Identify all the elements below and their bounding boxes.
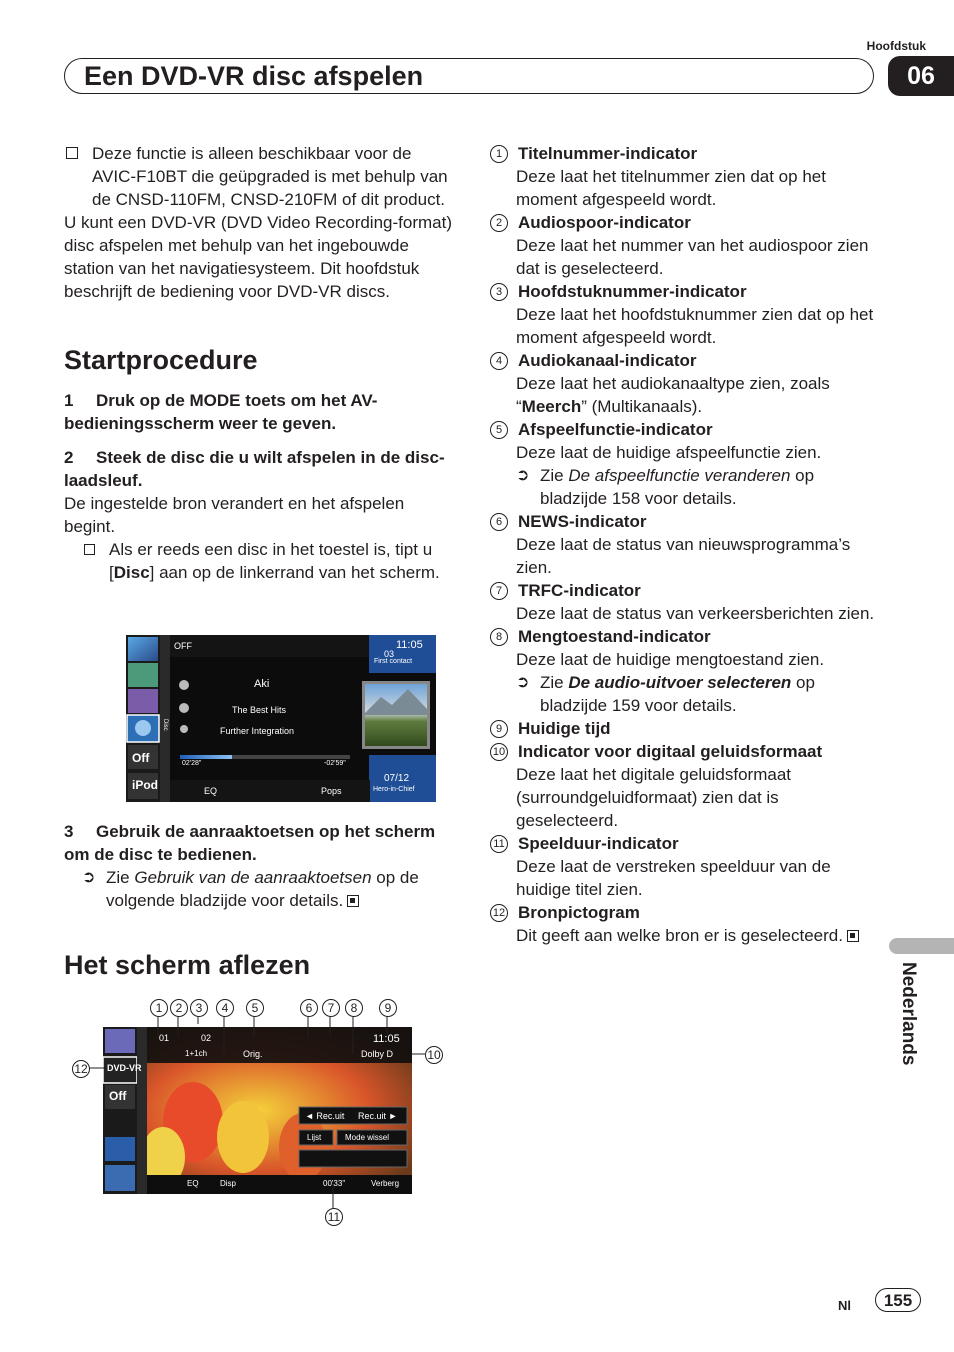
rec-off-right-button[interactable]: Rec.uit ►: [358, 1111, 398, 1121]
item-number: 8: [490, 628, 508, 646]
item-title: Speelduur-indicator: [518, 834, 679, 853]
end-mark-icon: [347, 895, 359, 907]
callout-1: 1: [150, 999, 168, 1017]
mode-switch-button[interactable]: Mode wissel: [345, 1133, 390, 1142]
item-title: Titelnummer-indicator: [518, 144, 698, 163]
item-title: Afspeelfunctie-indicator: [518, 420, 713, 439]
step-2: [64, 446, 452, 492]
off-indicator: OFF: [174, 641, 192, 651]
legend-item-5: [488, 418, 884, 510]
intro-paragraph: U kunt een DVD-VR (DVD Video Recording-format) disc afspelen met behulp van het ingebouwde station van het navigatiesysteem. Dit hoofdstuk beschrijft de bediening voor DVD-VR discs.: [64, 213, 452, 301]
legend-item-12: [488, 901, 884, 947]
note-box-icon: [84, 544, 95, 555]
list-button[interactable]: Lijst: [307, 1133, 322, 1142]
item-body: Deze laat de huidige mengtoestand zien.: [516, 650, 825, 669]
item-body: Deze laat het nummer van het audiospoor zien dat is geselecteerd.: [516, 236, 869, 278]
track-name: Further Integration: [220, 726, 295, 736]
item-body: Deze laat de huidige afspeelfunctie zien.: [516, 443, 822, 462]
eq-button[interactable]: EQ: [187, 1179, 199, 1188]
item-title: Audiokanaal-indicator: [518, 351, 697, 370]
arrow-icon: ➲: [82, 869, 96, 886]
step-3-block: [64, 820, 452, 982]
disp-button[interactable]: Disp: [220, 1179, 237, 1188]
step-text: Gebruik de aanraaktoetsen op het scherm om de disc te bedienen.: [64, 822, 436, 864]
item-number: 11: [490, 835, 508, 853]
legend-item-7: [488, 579, 884, 625]
item-body: Dit geeft aan welke bron er is geselecteerd.: [488, 924, 884, 947]
callout-8: 8: [345, 999, 363, 1017]
item-number: 9: [490, 720, 508, 738]
item-number: 4: [490, 352, 508, 370]
callout-leader-lines: [80, 1014, 440, 1210]
step-number: 2: [64, 448, 74, 467]
item-title: Mengtoestand-indicator: [518, 627, 711, 646]
callout-7: 7: [322, 999, 340, 1017]
chapter-number: 02: [201, 1033, 212, 1043]
right-column: [488, 142, 884, 947]
legend-item-10: [488, 740, 884, 832]
section-title-startprocedure: Startprocedure: [64, 345, 258, 375]
callout-5: 5: [246, 999, 264, 1017]
item-body: Deze laat de verstreken speelduur van de huidige titel zien.: [516, 857, 831, 899]
source-tab-off[interactable]: Off: [109, 1089, 127, 1103]
clock: 11:05: [373, 1033, 400, 1045]
arrow-icon: ➲: [516, 467, 530, 484]
step-number: 1: [64, 391, 74, 410]
item-number: 12: [490, 904, 508, 922]
next-track-name: Hero-in-Chief: [373, 786, 415, 793]
callout-11: 11: [325, 1208, 343, 1226]
item-number: 1: [490, 145, 508, 163]
step-3: [64, 820, 452, 866]
legend-item-11: [488, 832, 884, 901]
elapsed-time: 02'28": [182, 760, 202, 767]
arrow-icon: ➲: [516, 674, 530, 691]
left-column: [64, 142, 452, 584]
track-count: 07/12: [384, 773, 410, 784]
item-title: NEWS-indicator: [518, 512, 647, 531]
item-number: 3: [490, 283, 508, 301]
legend-item-4: [488, 349, 884, 418]
clock: 11:05: [396, 639, 423, 651]
item-body: Deze laat het digitale geluidsformaat (surroundgeluidformaat) zien dat is geselecteerd.: [516, 765, 791, 830]
legend-item-9: [488, 717, 884, 740]
page-number: 155: [875, 1288, 921, 1312]
item-number: 2: [490, 214, 508, 232]
item-number: 5: [490, 421, 508, 439]
step-text: Druk op de MODE toets om het AV-bedieningsscherm weer te geven.: [64, 391, 378, 433]
callout-3: 3: [190, 999, 208, 1017]
step-2-body: De ingestelde bron verandert en het afspelen begint.: [64, 494, 405, 536]
item-title: TRFC-indicator: [518, 581, 641, 600]
chapter-label: Hoofdstuk: [866, 39, 926, 53]
item-title: Audiospoor-indicator: [518, 213, 691, 232]
remaining-time: -02'59": [324, 760, 346, 767]
dolby-indicator: Dolby D: [361, 1049, 394, 1059]
step-1: [64, 389, 452, 435]
end-mark-icon: [847, 930, 859, 942]
audio-channel: 1+1ch: [185, 1049, 208, 1058]
language-tab: [889, 938, 954, 954]
source-icon-dvdvr[interactable]: DVD-VR: [107, 1063, 142, 1073]
note-text: Als er reeds een disc in het toestel is, tipt u [Disc] aan op de linkerrand van het scherm.: [109, 540, 440, 582]
av-screen-illustration-1: [126, 635, 436, 802]
step-2-note: [82, 538, 452, 584]
playback-function: Orig.: [243, 1049, 263, 1059]
item-number: 6: [490, 513, 508, 531]
source-tab-disc[interactable]: Disc: [162, 719, 168, 731]
language-label: Nederlands: [898, 962, 919, 1066]
item-title: Hoofdstuknummer-indicator: [518, 282, 747, 301]
rec-off-left-button[interactable]: ◄ Rec.uit: [305, 1111, 345, 1121]
item-body: Deze laat de status van verkeersberichten zien.: [516, 604, 875, 623]
callout-9: 9: [379, 999, 397, 1017]
item-title: Huidige tijd: [518, 719, 611, 738]
note-text: Deze functie is alleen beschikbaar voor de AVIC-F10BT die geüpgraded is met behulp van de CNSD-110FM, CNSD-210FM of dit product.: [92, 144, 448, 209]
pops-button[interactable]: Pops: [321, 786, 342, 796]
album-name: The Best Hits: [232, 705, 287, 715]
eq-button[interactable]: EQ: [204, 786, 218, 796]
note-availability: [64, 142, 452, 211]
artist-name: Aki: [254, 678, 270, 690]
item-title: Indicator voor digitaal geluidsformaat: [518, 742, 823, 761]
item-number: 7: [490, 582, 508, 600]
legend-item-6: [488, 510, 884, 579]
step-text: Steek de disc die u wilt afspelen in de disc-laadsleuf.: [64, 448, 445, 490]
step-number: 3: [64, 822, 74, 841]
callout-10: 10: [425, 1046, 443, 1064]
source-tab-ipod[interactable]: iPod: [132, 778, 158, 792]
legend-item-8: [488, 625, 884, 717]
legend-item-1: [488, 142, 884, 211]
title-number: 03: [384, 649, 395, 659]
item-number: 10: [490, 743, 508, 761]
first-contact-label: First contact: [374, 658, 413, 665]
note-box-icon: [66, 147, 78, 159]
legend-item-3: [488, 280, 884, 349]
source-tab-off[interactable]: Off: [132, 751, 150, 765]
hide-button[interactable]: Verberg: [371, 1179, 400, 1188]
page-title: Een DVD-VR disc afspelen: [84, 61, 424, 91]
title-number: 01: [159, 1033, 170, 1043]
item-reference: ➲ Zie De audio-uitvoer selecteren op bladzijde 159 voor details.: [516, 673, 815, 715]
item-body: Deze laat de status van nieuwsprogramma’s zien.: [516, 535, 851, 577]
elapsed-time: 00'33": [323, 1179, 346, 1188]
item-reference: ➲ Zie De afspeelfunctie veranderen op bladzijde 158 voor details.: [516, 466, 815, 508]
callout-6: 6: [300, 999, 318, 1017]
item-title: Bronpictogram: [518, 903, 640, 922]
legend-item-2: [488, 211, 884, 280]
step-3-reference: ➲ Zie Gebruik van de aanraaktoetsen op de volgende bladzijde voor details.: [82, 868, 419, 910]
callout-2: 2: [170, 999, 188, 1017]
item-body: Deze laat het audiokanaaltype zien, zoals “Meerch” (Multikanaals).: [516, 374, 830, 416]
item-body: Deze laat het hoofdstuknummer zien dat op het moment afgespeeld wordt.: [516, 305, 874, 347]
callout-4: 4: [216, 999, 234, 1017]
section-title-het-scherm-aflezen: Het scherm aflezen: [64, 950, 311, 980]
chapter-badge: 06: [888, 56, 954, 96]
footer-language: Nl: [838, 1298, 851, 1313]
callout-12: 12: [72, 1060, 90, 1078]
item-body: Deze laat het titelnummer zien dat op het moment afgespeeld wordt.: [516, 167, 826, 209]
